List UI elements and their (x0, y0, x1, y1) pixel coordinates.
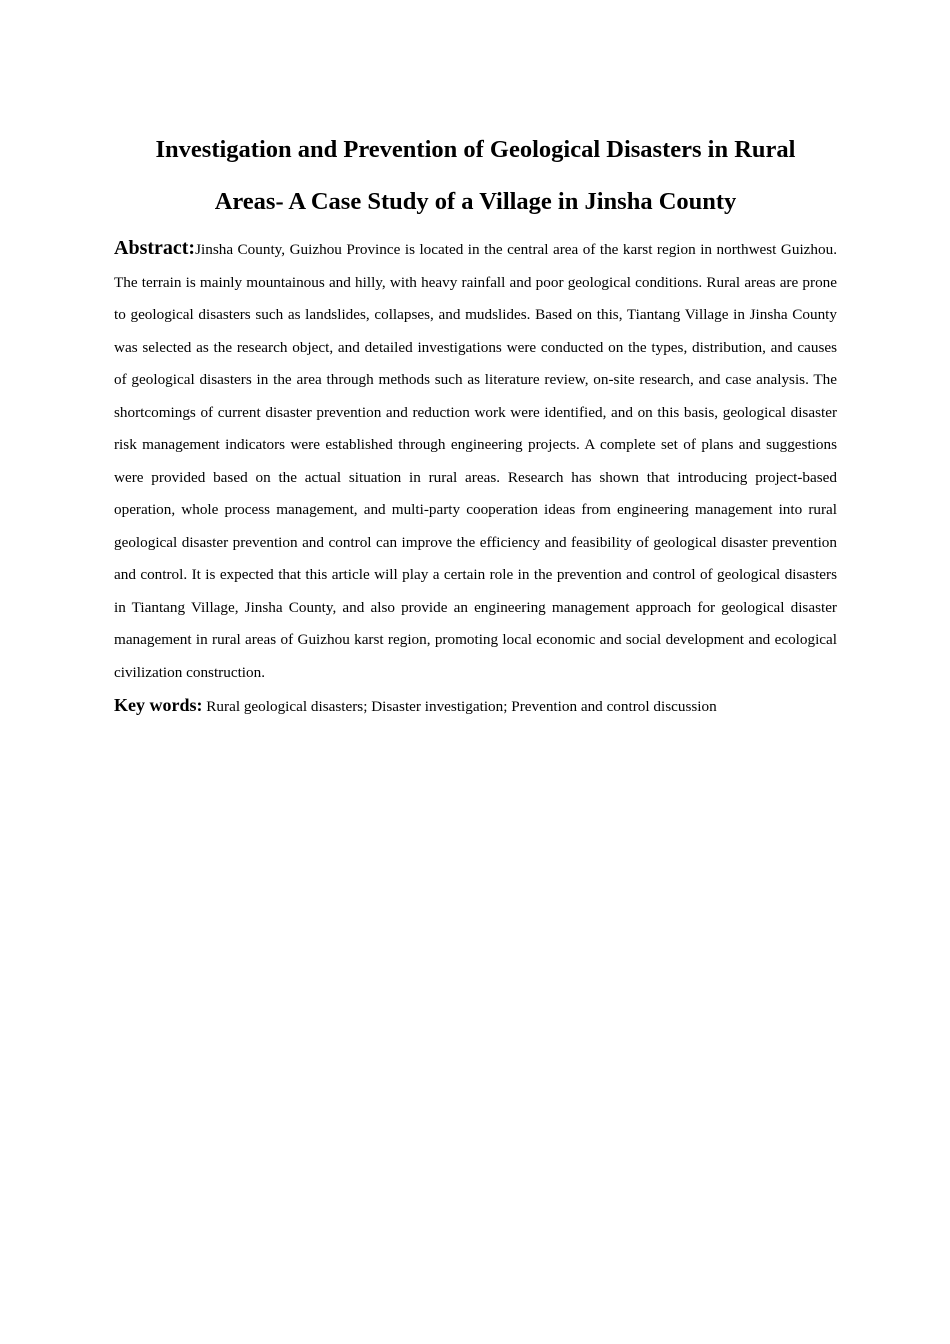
keywords-text: Rural geological disasters; Disaster investigation; Prevention and control discussion (202, 698, 717, 715)
paper-title (114, 124, 837, 228)
title-line-1: Investigation and Prevention of Geological Disasters in Rural (155, 136, 796, 163)
title-line-2: Areas- A Case Study of a Village in Jinsha County (214, 188, 737, 215)
abstract-paragraph (114, 232, 837, 689)
keywords-label: Key words: (114, 695, 203, 715)
paper-page (114, 124, 837, 724)
abstract-label: Abstract: (114, 237, 196, 259)
keywords-paragraph (114, 689, 837, 724)
abstract-text: Jinsha County, Guizhou Province is located in the central area of the karst region in northwest Guizhou. The terrain is mainly mountainous and hilly, with heavy rainfall and poor geological conditions. Rural areas are prone to geological disasters such as landslides, collapses, and mudslides. Based on this, Tiantang Village in Jinsha County was selected as the research object, and detailed investigations were conducted on the types, distribution, and causes of geological disasters in the area through methods such as literature review, on-site research, and case analysis. The shortcomings of current disaster prevention and reduction work were identified, and on this basis, geological disaster risk management indicators were established through engineering projects. A complete set of plans and suggestions were provided based on the actual situation in rural areas. Research has shown that introducing project-based operation, whole process management, and multi-party cooperation ideas from engineering management into rural geological disaster prevention and control can improve the efficiency and feasibility of geological disaster prevention and control. It is expected that this article will play a certain role in the prevention and control of geological disasters in Tiantang Village, Jinsha County, and also provide an engineering management approach for geological disaster management in rural areas of Guizhou karst region, promoting local economic and social development and ecological civilization construction. (114, 241, 837, 681)
